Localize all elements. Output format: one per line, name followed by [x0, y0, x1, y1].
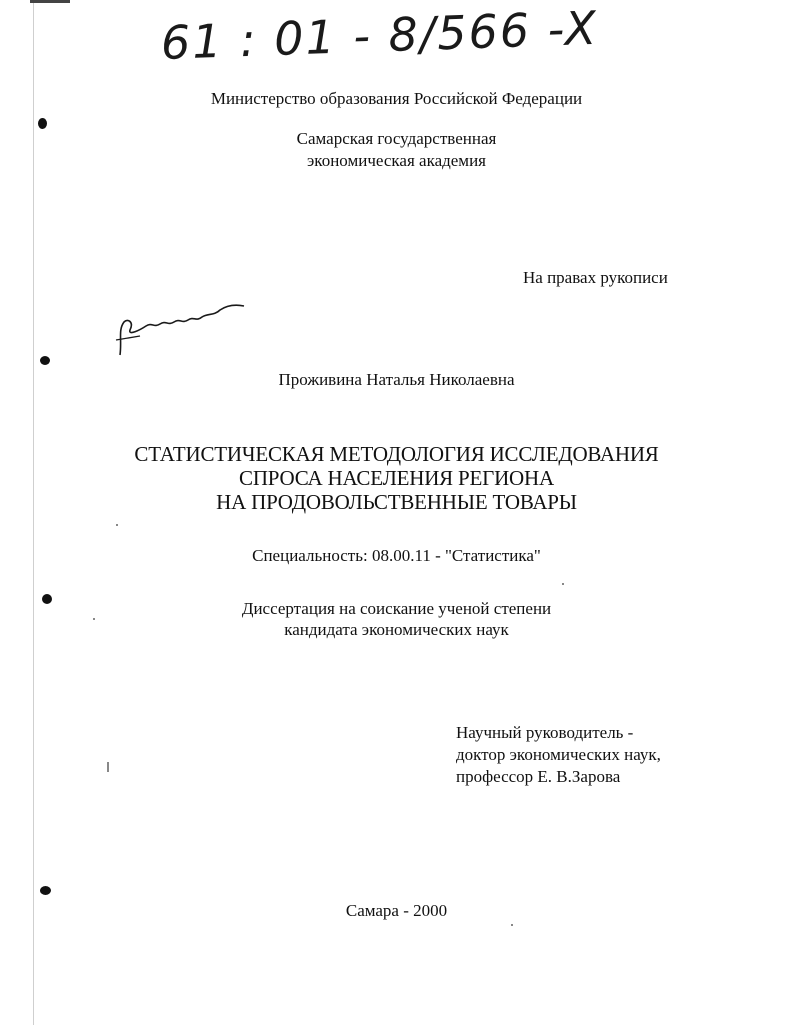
scan-speck [511, 924, 513, 926]
title-line-2: СПРОСА НАСЕЛЕНИЯ РЕГИОНА [239, 466, 554, 490]
ministry-name: Министерство образования Российской Федерации [210, 89, 583, 108]
dissertation-title [0, 442, 793, 514]
scan-speck [93, 618, 95, 620]
binding-hole-mark [40, 356, 50, 365]
binding-hole-mark [42, 594, 52, 604]
city-year: Самара - 2000 [345, 901, 448, 920]
advisor-line-2: доктор экономических наук, [456, 745, 661, 764]
scan-edge-mark [30, 0, 70, 3]
title-line-1: СТАТИСТИЧЕСКАЯ МЕТОДОЛОГИЯ ИССЛЕДОВАНИЯ [134, 442, 659, 466]
advisor-line-3: профессор Е. В.Зарова [456, 767, 621, 786]
degree-line-1: Диссертация на соискание ученой степени [241, 599, 552, 618]
degree-statement [0, 598, 793, 640]
scan-speck [107, 762, 109, 772]
author-name: Проживина Наталья Николаевна [278, 370, 515, 389]
title-line-3: НА ПРОДОВОЛЬСТВЕННЫЕ ТОВАРЫ [216, 490, 577, 514]
scan-speck [116, 524, 118, 526]
academy-name [0, 128, 793, 172]
handwritten-archive-number: 61 : 01 - 8/566 -X [160, 0, 599, 70]
binding-hole-mark [40, 886, 51, 895]
handwritten-signature [110, 300, 250, 360]
scan-speck [562, 583, 564, 585]
academy-line-1: Самарская государственная [296, 129, 497, 148]
specialty: Специальность: 08.00.11 - "Статистика" [252, 546, 541, 565]
binding-hole-mark [38, 118, 47, 129]
scientific-advisor [456, 722, 661, 788]
academy-line-2: экономическая академия [307, 151, 486, 170]
degree-line-2: кандидата экономических наук [284, 620, 509, 639]
rights-notice: На правах рукописи [523, 268, 668, 287]
advisor-line-1: Научный руководитель - [456, 723, 634, 742]
